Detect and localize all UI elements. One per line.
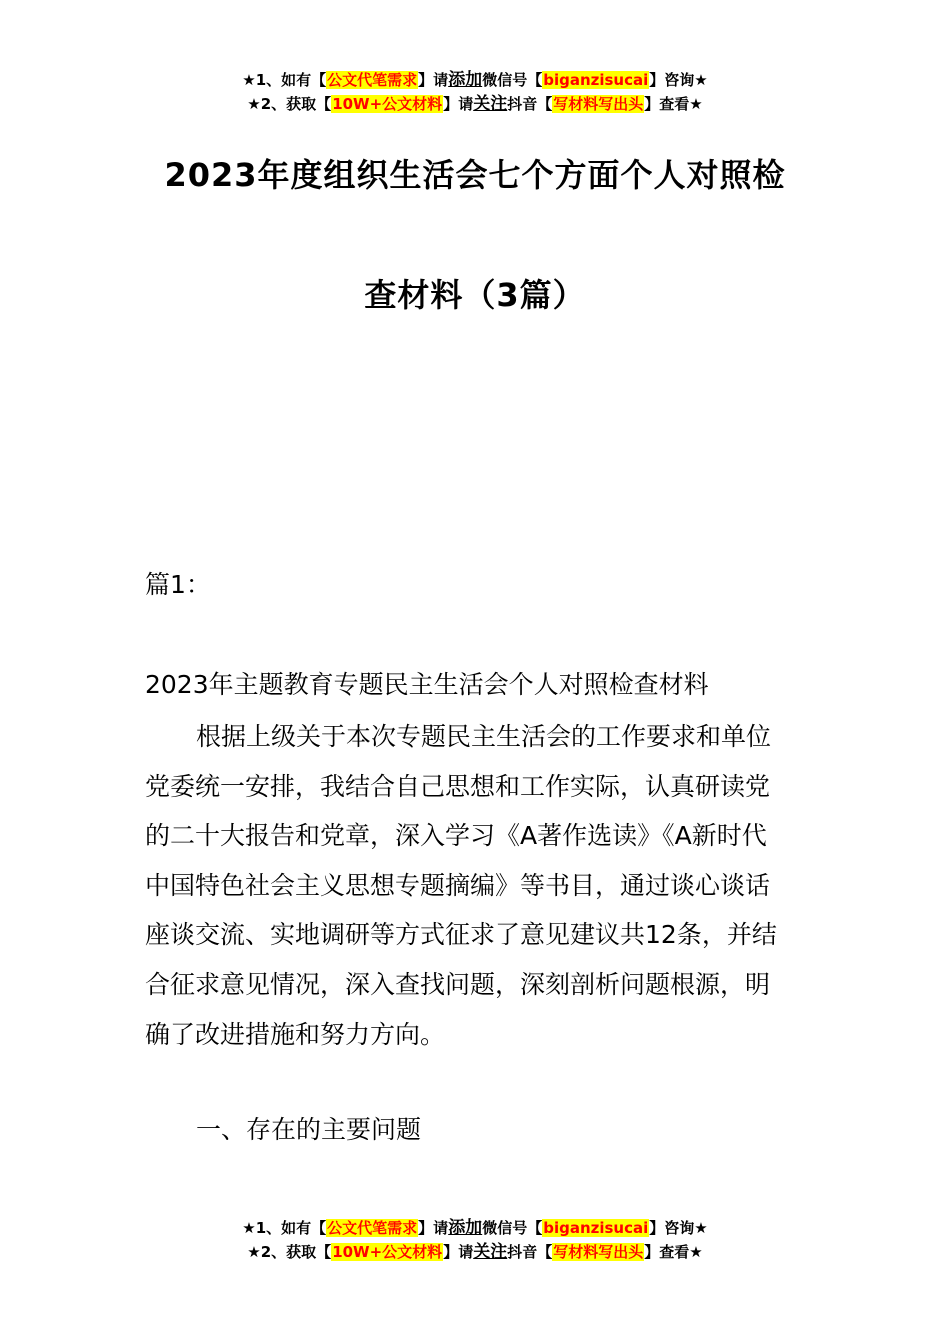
footer-promo-banner bbox=[0, 1216, 950, 1264]
promo-text: 】查看★ bbox=[644, 95, 703, 113]
promo-text: 】咨询★ bbox=[649, 1219, 708, 1237]
promo-text: 】请 bbox=[443, 1243, 474, 1261]
promo-underlined: 添加 bbox=[448, 1218, 483, 1238]
promo-line-2 bbox=[0, 92, 950, 116]
promo-text: ★2、获取【 bbox=[247, 1243, 332, 1261]
promo-douyin-id: 写材料写出头 bbox=[553, 95, 644, 113]
paragraph-line: 合征求意见情况，深入查找问题，深刻剖析问题根源，明 bbox=[145, 969, 771, 999]
paragraph-line: 党委统一安排，我结合自己思想和工作实际，认真研读党 bbox=[145, 771, 771, 801]
promo-wechat-id: biganzisucai bbox=[543, 71, 649, 89]
chapter-label: 篇1： bbox=[145, 570, 211, 599]
body-paragraph bbox=[145, 712, 810, 1059]
paragraph-line: 的二十大报告和党章，深入学习《A著作选读》《A新时代 bbox=[145, 821, 767, 851]
promo-text: 】查看★ bbox=[644, 1243, 703, 1261]
promo-line-2 bbox=[0, 1240, 950, 1264]
promo-underlined: 添加 bbox=[448, 70, 483, 90]
promo-line-1 bbox=[0, 68, 950, 92]
promo-highlight: 公文代笔需求 bbox=[327, 71, 418, 89]
promo-highlight: 公文代笔需求 bbox=[327, 1219, 418, 1237]
paragraph-line: 根据上级关于本次专题民主生活会的工作要求和单位 bbox=[196, 722, 772, 751]
header-promo-banner bbox=[0, 68, 950, 116]
document-title-line-2: 查材料（3篇） bbox=[364, 276, 586, 314]
promo-highlight: 10W+公文材料 bbox=[332, 95, 443, 113]
promo-text: 】请 bbox=[443, 95, 474, 113]
promo-text: ★1、如有【 bbox=[242, 71, 327, 89]
promo-underlined: 关注 bbox=[473, 1242, 508, 1262]
section-heading: 一、存在的主要问题 bbox=[196, 1115, 422, 1144]
paragraph-line: 中国特色社会主义思想专题摘编》等书目，通过谈心谈话 bbox=[145, 870, 771, 900]
promo-text: 微信号【 bbox=[482, 71, 543, 89]
promo-wechat-id: biganzisucai bbox=[543, 1219, 649, 1237]
promo-douyin-id: 写材料写出头 bbox=[553, 1243, 644, 1261]
promo-highlight: 10W+公文材料 bbox=[332, 1243, 443, 1261]
paragraph-line: 座谈交流、实地调研等方式征求了意见建议共12条，并结 bbox=[145, 920, 777, 950]
promo-text: 】请 bbox=[418, 71, 449, 89]
promo-underlined: 关注 bbox=[473, 94, 508, 114]
promo-text: ★1、如有【 bbox=[242, 1219, 327, 1237]
document-title-line-1: 2023年度组织生活会七个方面个人对照检 bbox=[164, 156, 786, 194]
paragraph-line: 确了改进措施和努力方向。 bbox=[145, 1019, 446, 1049]
promo-line-1 bbox=[0, 1216, 950, 1240]
promo-text: ★2、获取【 bbox=[247, 95, 332, 113]
promo-text: 】请 bbox=[418, 1219, 449, 1237]
promo-text: 微信号【 bbox=[482, 1219, 543, 1237]
promo-text: 】咨询★ bbox=[649, 71, 708, 89]
promo-text: 抖音【 bbox=[507, 95, 553, 113]
section-subtitle: 2023年主题教育专题民主生活会个人对照检查材料 bbox=[145, 670, 709, 699]
promo-text: 抖音【 bbox=[507, 1243, 553, 1261]
